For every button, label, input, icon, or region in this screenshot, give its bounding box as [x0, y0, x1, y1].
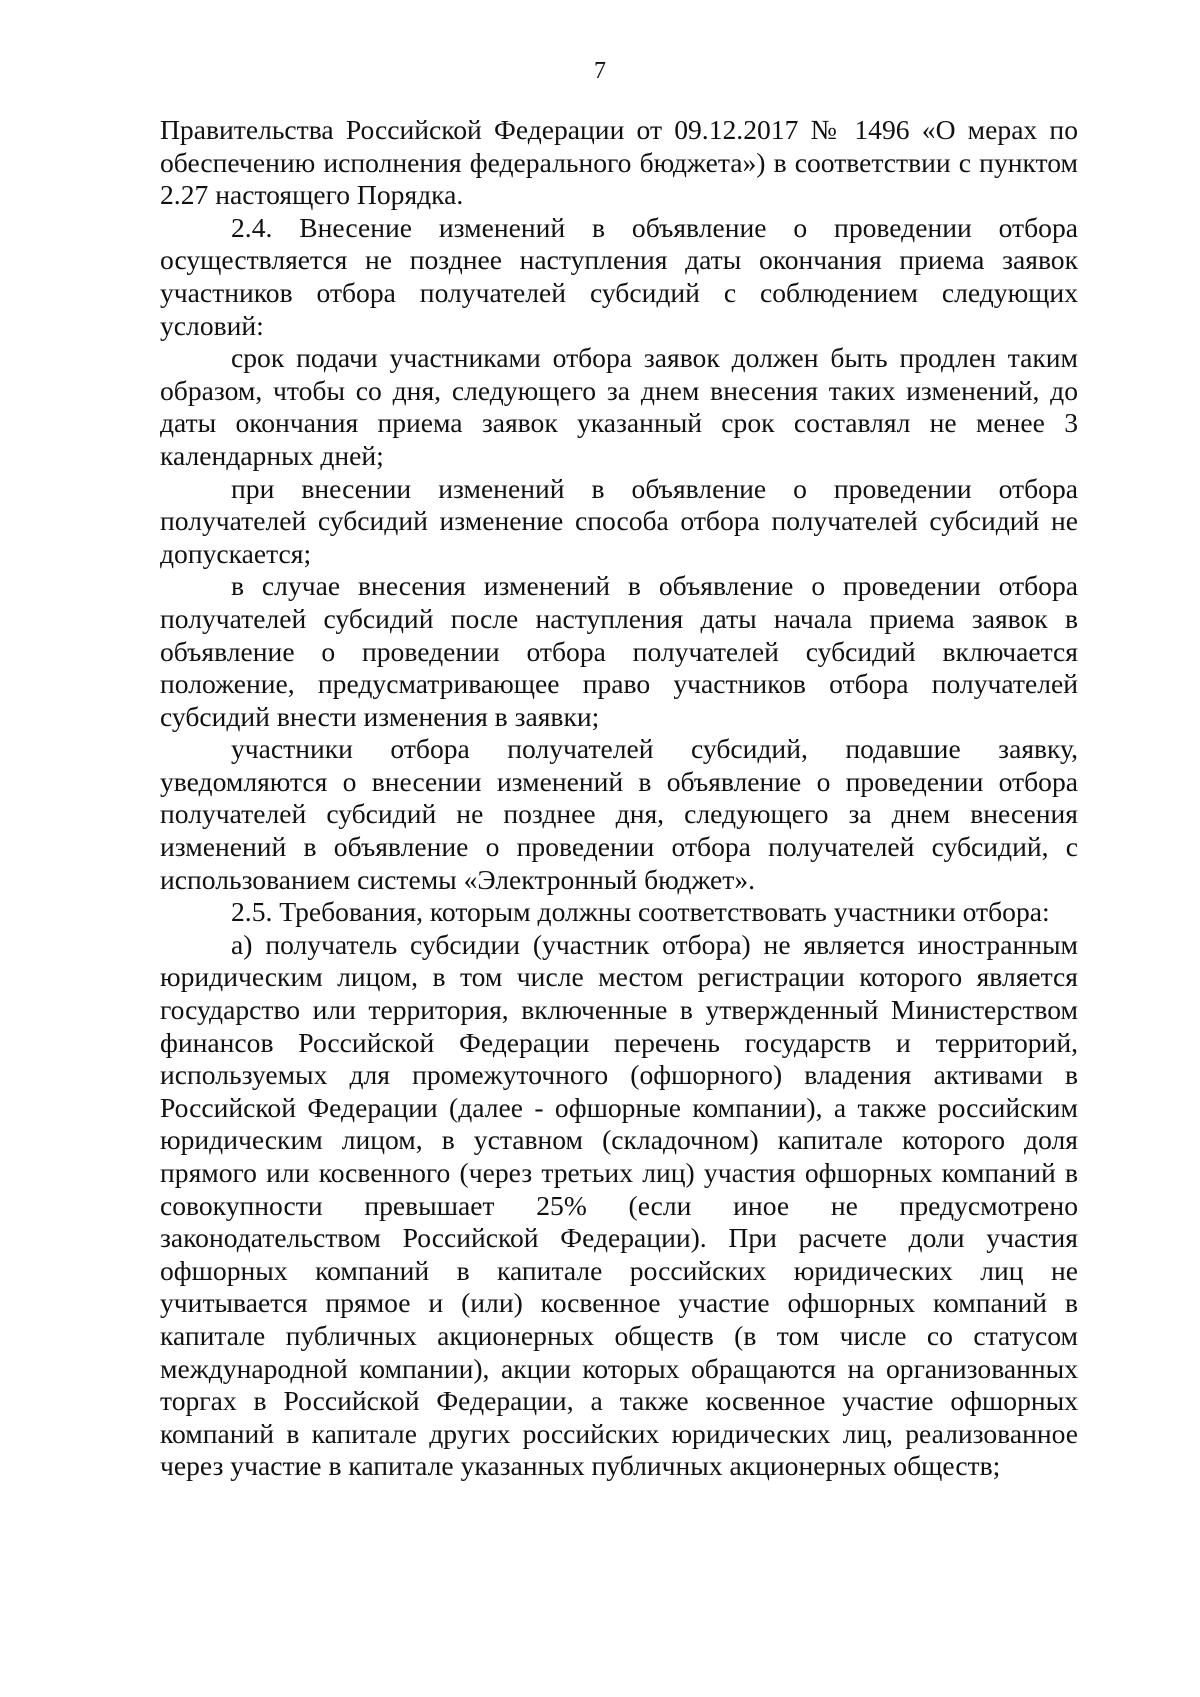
- paragraph-requirement-a: а) получатель субсидии (участник отбора) не является иностранным юридическим лицом, в том числе местом регистрации которого является государство или территория, включенные в утвержденный Министерством финансов Российской Федерации перечень государств и территорий, используемых для промежуточного (офшорного) владения активами в Российской Федерации (далее - офшорные компании), а также российским юридическим лицом, в уставном (складочном) капитале которого доля прямого или косвенного (через третьих лиц) участия офшорных компаний в совокупности превышает 25% (если иное не предусмотрено законодательством Российской Федерации). При расчете доли участия офшорных компаний в капитале российских юридических лиц не учитывается прямое и (или) косвенное участие офшорных компаний в капитале публичных акционерных обществ (в том числе со статусом международной компании), акции которых обращаются на организованных торгах в Российской Федерации, а также косвенное участие офшорных компаний в капитале других российских юридических лиц, реализованное через участие в капитале указанных публичных акционерных обществ;: [160, 928, 1078, 1482]
- document-body: [160, 114, 1078, 1483]
- paragraph-continuation: Правительства Российской Федерации от 09.12.2017 № 1496 «О мерах по обеспечению исполнения федерального бюджета») в соответствии с пунктом 2.27 настоящего Порядка.: [160, 114, 1078, 211]
- paragraph-condition-1: срок подачи участниками отбора заявок должен быть продлен таким образом, чтобы со дня, следующего за днем внесения таких изменений, до даты окончания приема заявок указанный срок составлял не менее 3 календарных дней;: [160, 342, 1078, 471]
- paragraph-condition-4: участники отбора получателей субсидий, подавшие заявку, уведомляются о внесении изменений в объявление о проведении отбора получателей субсидий не позднее дня, следующего за днем внесения изменений в объявление о проведении отбора получателей субсидий, с использованием системы «Электронный бюджет».: [160, 733, 1078, 895]
- paragraph-section-2-5: 2.5. Требования, которым должны соответствовать участники отбора:: [231, 896, 1050, 928]
- paragraph-condition-3: в случае внесения изменений в объявление о проведении отбора получателей субсидий после наступления даты начала приема заявок в объявление о проведении отбора получателей субсидий включается положение, предусматривающее право участников отбора получателей субсидий внести изменения в заявки;: [160, 570, 1078, 732]
- paragraph-condition-2: при внесении изменений в объявление о проведении отбора получателей субсидий изменение способа отбора получателей субсидий не допускается;: [160, 472, 1078, 569]
- page-number: 7: [594, 58, 606, 84]
- paragraph-section-2-4: 2.4. Внесение изменений в объявление о проведении отбора осуществляется не позднее наступления даты окончания приема заявок участников отбора получателей субсидий с соблюдением следующих условий:: [160, 211, 1078, 341]
